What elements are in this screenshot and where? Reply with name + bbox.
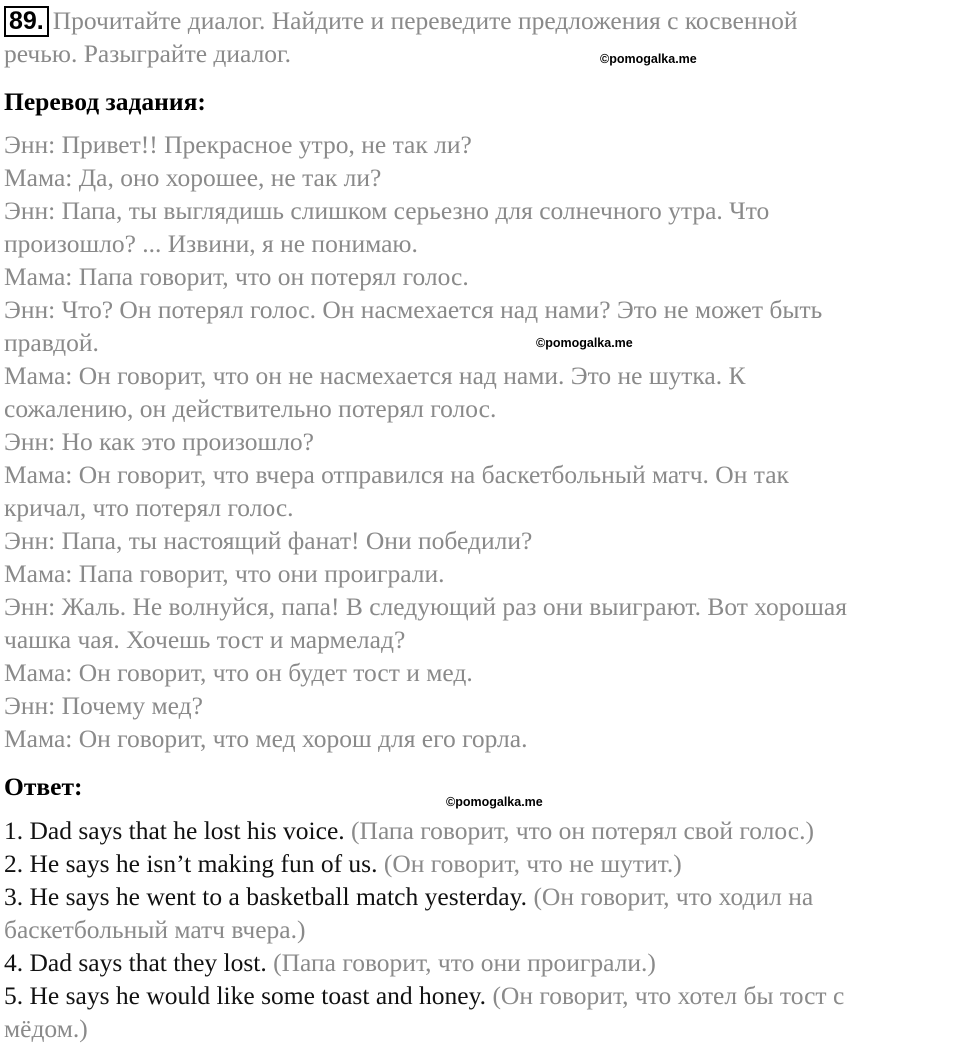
watermark-2: ©pomogalka.me	[536, 336, 633, 350]
dialog-line: Энн: Папа, ты выглядишь слишком серьезно для солнечного утра. Что	[4, 196, 770, 225]
translation-heading: Перевод задания:	[4, 87, 206, 116]
dialog-line: Энн: Жаль. Не волнуйся, папа! В следующий раз они выиграют. Вот хорошая	[4, 592, 847, 621]
dialog-line: произошло? ... Извини, я не понимаю.	[4, 229, 418, 258]
dialog-line: кричал, что потерял голос.	[4, 493, 294, 522]
watermark-3: ©pomogalka.me	[446, 795, 543, 809]
dialog-line: сожалению, он действительно потерял голос.	[4, 394, 497, 423]
answer-english: 3. He says he went to a basketball match yesterday.	[4, 882, 528, 911]
answer-english: 4. Dad says that they lost.	[4, 948, 267, 977]
dialog-line: Энн: Но как это произошло?	[4, 427, 314, 456]
answer-line	[4, 880, 960, 913]
answer-line	[4, 1012, 960, 1045]
dialog-line: правдой.	[4, 328, 99, 357]
dialog-line: Мама: Папа говорит, что он потерял голос.	[4, 262, 469, 291]
answer-russian: (Он говорит, что хотел бы тост с	[486, 981, 845, 1010]
dialog-line: Мама: Он говорит, что вчера отправился на баскетбольный матч. Он так	[4, 460, 789, 489]
dialog-line: Мама: Он говорит, что он не насмехается над нами. Это не шутка. К	[4, 361, 746, 390]
task-instruction-line-2: речью. Разыграйте диалог.	[4, 39, 291, 68]
answer-russian: (Он говорит, что ходил на	[527, 882, 814, 911]
answer-line	[4, 814, 960, 847]
dialog-line: чашка чая. Хочешь тост и мармелад?	[4, 625, 406, 654]
dialog-line: Энн: Привет!! Прекрасное утро, не так ли?	[4, 130, 472, 159]
task-instruction-line-1	[4, 4, 954, 37]
answer-english: 5. He says he would like some toast and honey.	[4, 981, 487, 1010]
answer-russian: мёдом.)	[4, 1014, 88, 1043]
task-text-1: Прочитайте диалог. Найдите и переведите предложения с косвенной	[52, 6, 798, 35]
answer-line	[4, 979, 960, 1012]
answer-line	[4, 847, 960, 880]
answer-line	[4, 913, 960, 946]
answer-heading: Ответ:	[4, 772, 83, 801]
dialog-line: Мама: Папа говорит, что они проиграли.	[4, 559, 445, 588]
dialog-line: Мама: Да, оно хорошее, не так ли?	[4, 163, 382, 192]
task-number: 89.	[4, 6, 49, 37]
answer-line	[4, 946, 960, 979]
watermark-1: ©pomogalka.me	[600, 52, 697, 66]
answer-russian: баскетбольный матч вчера.)	[4, 915, 306, 944]
answer-list	[4, 814, 960, 1045]
answer-russian: (Он говорит, что не шутит.)	[377, 849, 682, 878]
answer-russian: (Папа говорит, что он потерял свой голос.)	[344, 816, 814, 845]
answer-english: 2. He says he isn’t making fun of us.	[4, 849, 378, 878]
dialog-line: Энн: Папа, ты настоящий фанат! Они победили?	[4, 526, 533, 555]
dialog-line: Энн: Что? Он потерял голос. Он насмехается над нами? Это не может быть	[4, 295, 823, 324]
answer-russian: (Папа говорит, что они проиграли.)	[266, 948, 656, 977]
dialog-translation	[4, 128, 960, 755]
dialog-line: Энн: Почему мед?	[4, 691, 203, 720]
dialog-line: Мама: Он говорит, что он будет тост и мед.	[4, 658, 473, 687]
dialog-line: Мама: Он говорит, что мед хорош для его горла.	[4, 724, 528, 753]
answer-english: 1. Dad says that he lost his voice.	[4, 816, 345, 845]
task-header	[4, 4, 954, 70]
